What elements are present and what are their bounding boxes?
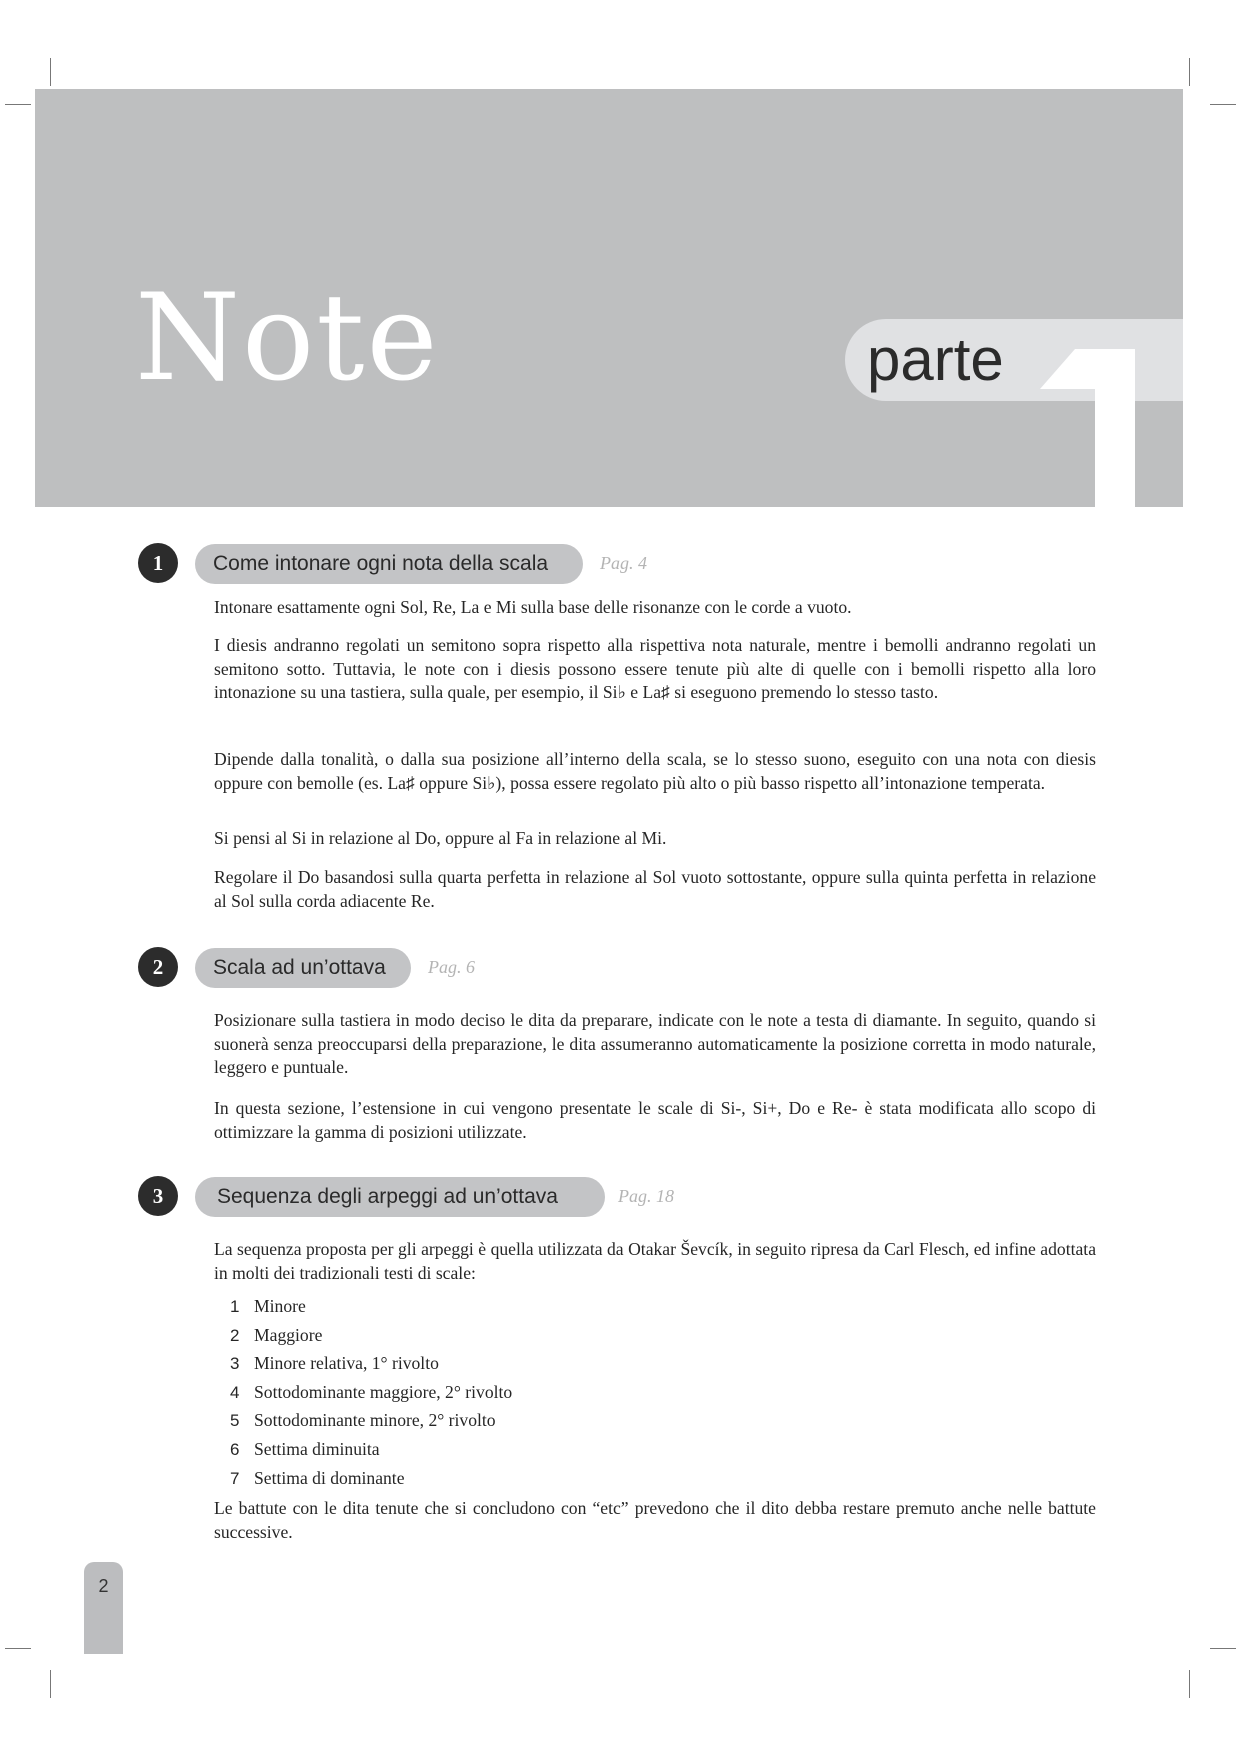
section-header-1 xyxy=(138,543,738,585)
list-text: Minore xyxy=(254,1296,306,1316)
list-text: Settima diminuita xyxy=(254,1438,380,1459)
page-number: 2 xyxy=(98,1576,109,1596)
list-item xyxy=(214,1349,814,1378)
list-number: 6 xyxy=(230,1439,240,1459)
list-text: Maggiore xyxy=(254,1324,323,1345)
paragraph: I diesis andranno regolati un semitono sopra rispetto alla rispettiva nota naturale, mentre i bemolli andranno regolati un semitono sotto. Tuttavia, le note con i diesis possono essere tenute più alte di quelle con i bemolli rispetto alla loro intonazione su una tastiera, sulla quale, per esempio, il Si♭ e La♯ si eseguono premendo lo stesso tasto. xyxy=(214,635,1096,702)
paragraph: Posizionare sulla tastiera in modo deciso le dita da preparare, indicate con le note a testa di diamante. In seguito, quando si suonerà senza preoccuparsi della preparazione, le dita assumeranno automaticamente la posizione corretta in modo naturale, leggero e puntuale. xyxy=(214,1010,1096,1077)
list-text: Minore relativa, 1° rivolto xyxy=(254,1353,439,1374)
list-number: 3 xyxy=(230,1354,240,1374)
section-title: Sequenza degli arpeggi ad un’ottava xyxy=(195,1177,605,1217)
list-item xyxy=(214,1321,814,1350)
part-label: parte xyxy=(867,326,1004,393)
crop-mark xyxy=(1210,104,1236,105)
list-item xyxy=(214,1292,814,1321)
page-reference: Pag. 6 xyxy=(428,957,475,977)
page-reference: Pag. 18 xyxy=(618,1186,674,1206)
paragraph: Intonare esattamente ogni Sol, Re, La e Mi sulla base delle risonanze con le corde a vuoto. xyxy=(214,597,852,617)
list-number: 7 xyxy=(230,1468,240,1488)
list-item xyxy=(214,1406,814,1435)
paragraph: Le battute con le dita tenute che si concludono con “etc” prevedono che il dito debba restare premuto anche nelle battute successive. xyxy=(214,1498,1096,1542)
list-number: 5 xyxy=(230,1411,240,1431)
page-tab xyxy=(84,1562,123,1654)
crop-mark xyxy=(1189,58,1190,86)
list-item xyxy=(214,1378,814,1407)
chapter-title: Note xyxy=(135,269,440,408)
paragraph: Regolare il Do basandosi sulla quarta perfetta in relazione al Sol vuoto sottostante, oppure sulla quinta perfetta in relazione al Sol sulla corda adiacente Re. xyxy=(214,867,1096,911)
section-number: 2 xyxy=(138,947,178,987)
section-number: 3 xyxy=(138,1176,178,1216)
crop-mark xyxy=(1210,1648,1236,1649)
list-text: Sottodominante minore, 2° rivolto xyxy=(254,1410,496,1431)
section-number: 1 xyxy=(138,543,178,583)
list-item xyxy=(214,1464,814,1493)
paragraph: In questa sezione, l’estensione in cui vengono presentate le scale di Si-, Si+, Do e Re- è stata modificata allo scopo di ottimizzare la gamma di posizioni utilizzate. xyxy=(214,1098,1096,1142)
list-item xyxy=(214,1435,814,1464)
list-number: 1 xyxy=(230,1297,240,1316)
list-text: Settima di dominante xyxy=(254,1467,405,1488)
section-title: Scala ad un’ottava xyxy=(195,948,411,988)
list-text: Sottodominante maggiore, 2° rivolto xyxy=(254,1381,513,1402)
section-title: Come intonare ogni nota della scala xyxy=(195,544,583,584)
crop-mark xyxy=(1189,1670,1190,1698)
paragraph: Si pensi al Si in relazione al Do, oppure al Fa in relazione al Mi. xyxy=(214,828,667,848)
list-number: 4 xyxy=(230,1382,240,1402)
paragraph: Dipende dalla tonalità, o dalla sua posizione all’interno della scala, se lo stesso suono, eseguito con una nota con diesis oppure con bemolle (es. La♯ oppure Si♭), possa essere regolato più alto o più basso rispetto all’intonazione temperata. xyxy=(214,749,1096,793)
paragraph: La sequenza proposta per gli arpeggi è quella utilizzata da Otakar Ševcík, in seguito ripresa da Carl Flesch, ed infine adottata in molti dei tradizionali testi di scale: xyxy=(214,1239,1096,1283)
chapter-banner xyxy=(35,89,1183,507)
part-number-graphic xyxy=(1035,319,1183,507)
crop-mark xyxy=(5,104,31,105)
crop-mark xyxy=(50,58,51,86)
section-header-2 xyxy=(138,947,738,989)
arpeggio-sequence-list xyxy=(214,1292,814,1492)
page-reference: Pag. 4 xyxy=(600,553,647,573)
list-number: 2 xyxy=(230,1325,240,1345)
section-header-3 xyxy=(138,1176,738,1218)
crop-mark xyxy=(50,1670,51,1698)
crop-mark xyxy=(5,1648,31,1649)
